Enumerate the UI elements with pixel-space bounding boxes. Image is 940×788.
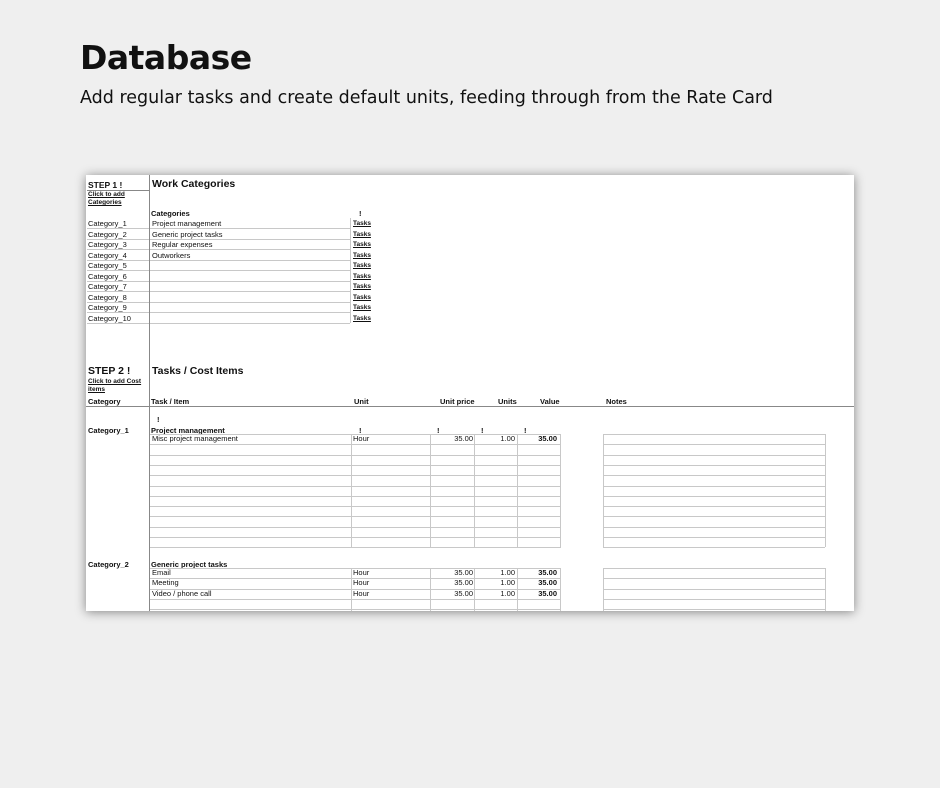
column-line [350,218,351,323]
tasks-link[interactable]: Tasks [353,304,371,311]
category-id: Category_4 [88,250,127,260]
value-column-header: Value [540,397,560,406]
grid-column-line [560,568,561,611]
task-row[interactable] [150,486,562,496]
notes-row-line [603,444,825,445]
notes-row-line [603,516,825,517]
header-divider [86,406,854,407]
task-value: 35.00 [538,434,557,443]
notes-row-line [603,465,825,466]
categories-column-header: Categories [151,209,190,218]
unit-column-header: Unit [354,397,369,406]
notes-row-line [603,475,825,476]
notes-row-line [603,486,825,487]
grid-row-line [150,547,561,548]
notes-row-line [603,599,825,600]
group-category-label: Category_2 [88,560,129,569]
task-unit: Hour [353,588,370,598]
add-categories-link[interactable]: Click to add Categories [88,191,125,206]
grid-column-line [517,568,518,611]
row-line [150,323,350,324]
task-units: 1.00 [500,578,515,588]
category-name: Outworkers [152,250,191,260]
row-line [150,281,350,282]
task-column-header: Task / Item [151,397,190,406]
notes-row-line [603,527,825,528]
notes-row-line [603,496,825,497]
category-id: Category_8 [88,292,127,302]
task-units: 1.00 [500,568,515,577]
grid-column-line [351,434,352,547]
task-unit: Hour [353,434,370,443]
category-id: Category_10 [88,313,131,323]
task-name: Email [152,568,171,577]
category-name: Generic project tasks [152,229,223,239]
task-unit-price: 35.00 [454,578,473,588]
notes-column-line [603,568,604,611]
task-row[interactable] [150,568,562,578]
notes-top-line [603,434,825,435]
row-line [150,312,350,313]
tasks-link[interactable]: Tasks [353,230,371,238]
task-unit: Hour [353,568,370,577]
unit-flag: ! [359,426,362,435]
task-row[interactable] [150,475,562,485]
task-row[interactable] [150,516,562,526]
notes-column-header: Notes [606,397,627,406]
spreadsheet-preview [86,175,854,611]
task-row[interactable] [150,444,562,454]
tasks-link[interactable]: Tasks [353,251,371,259]
grid-column-line [351,568,352,611]
category-id: Category_2 [88,229,127,239]
category-id: Category_9 [88,303,127,312]
notes-row-line [603,547,825,548]
task-row[interactable] [150,609,562,611]
notes-top-line [603,568,825,569]
task-value: 35.00 [538,578,557,588]
category-id: Category_6 [88,271,127,281]
warning-flag: ! [157,415,160,424]
grid-column-line [517,434,518,547]
tasks-link[interactable]: Tasks [353,283,371,290]
task-row[interactable] [150,506,562,516]
notes-row-line [603,589,825,590]
task-row[interactable] [150,589,562,599]
task-unit-price: 35.00 [454,588,473,598]
notes-column-line [825,434,826,547]
row-line [150,260,350,261]
task-value: 35.00 [538,568,557,577]
row-line [87,323,149,324]
task-name: Misc project management [152,434,238,443]
step2-label: STEP 2 ! [88,365,131,377]
grid-column-line [474,568,475,611]
grid-column-line [430,434,431,547]
units-flag: ! [481,426,484,435]
task-units: 1.00 [500,434,515,443]
category-id: Category_1 [88,219,127,228]
notes-column-line [603,434,604,547]
task-unit-price: 35.00 [454,568,473,577]
tasks-link[interactable]: Tasks [353,262,371,269]
unit-price-column-header: Unit price [440,397,475,406]
notes-row-line [603,537,825,538]
category-name: Regular expenses [152,240,213,249]
notes-row-line [603,609,825,610]
category-id: Category_3 [88,240,127,249]
category-id: Category_5 [88,261,127,270]
task-row[interactable] [150,434,562,444]
task-row[interactable] [150,455,562,465]
unit-price-flag: ! [437,426,440,435]
page-subtitle: Add regular tasks and create default units, feeding through from the Rate Card [80,88,773,108]
row-line [150,302,350,303]
row-line [150,270,350,271]
grid-column-line [430,568,431,611]
notes-column-line [825,568,826,611]
add-cost-items-link[interactable]: Click to add Cost items [88,378,142,393]
notes-row-line [603,455,825,456]
row-line [150,291,350,292]
task-row[interactable] [150,465,562,475]
task-row[interactable] [150,527,562,537]
grid-column-line [474,434,475,547]
grid-column-line [560,434,561,547]
task-unit: Hour [353,578,370,588]
tasks-link[interactable]: Tasks [353,293,371,301]
value-flag: ! [524,426,527,435]
task-value: 35.00 [538,588,557,598]
category-name: Project management [152,219,222,228]
task-row[interactable] [150,537,562,547]
task-units: 1.00 [500,588,515,598]
task-unit-price: 35.00 [454,434,473,443]
tasks-column-flag: ! [359,209,362,218]
category-id: Category_7 [88,282,127,291]
task-row[interactable] [150,496,562,506]
group-category-label: Category_1 [88,426,129,435]
units-column-header: Units [498,397,517,406]
notes-row-line [603,578,825,579]
task-name: Video / phone call [152,588,212,598]
tasks-link[interactable]: Tasks [353,272,371,280]
step1-label: STEP 1 ! [88,180,123,190]
task-row[interactable] [150,578,562,588]
tasks-link[interactable]: Tasks [353,314,371,322]
notes-row-line [603,506,825,507]
tasks-link[interactable]: Tasks [353,220,371,227]
task-row[interactable] [150,599,562,609]
task-name: Meeting [152,578,179,588]
work-categories-heading: Work Categories [152,178,236,190]
tasks-link[interactable]: Tasks [353,241,371,248]
group-title: Generic project tasks [151,560,228,569]
category-column-header: Category [88,397,121,406]
tasks-cost-items-heading: Tasks / Cost Items [152,365,244,377]
group-title: Project management [151,426,225,435]
page-title: Database [80,38,252,77]
